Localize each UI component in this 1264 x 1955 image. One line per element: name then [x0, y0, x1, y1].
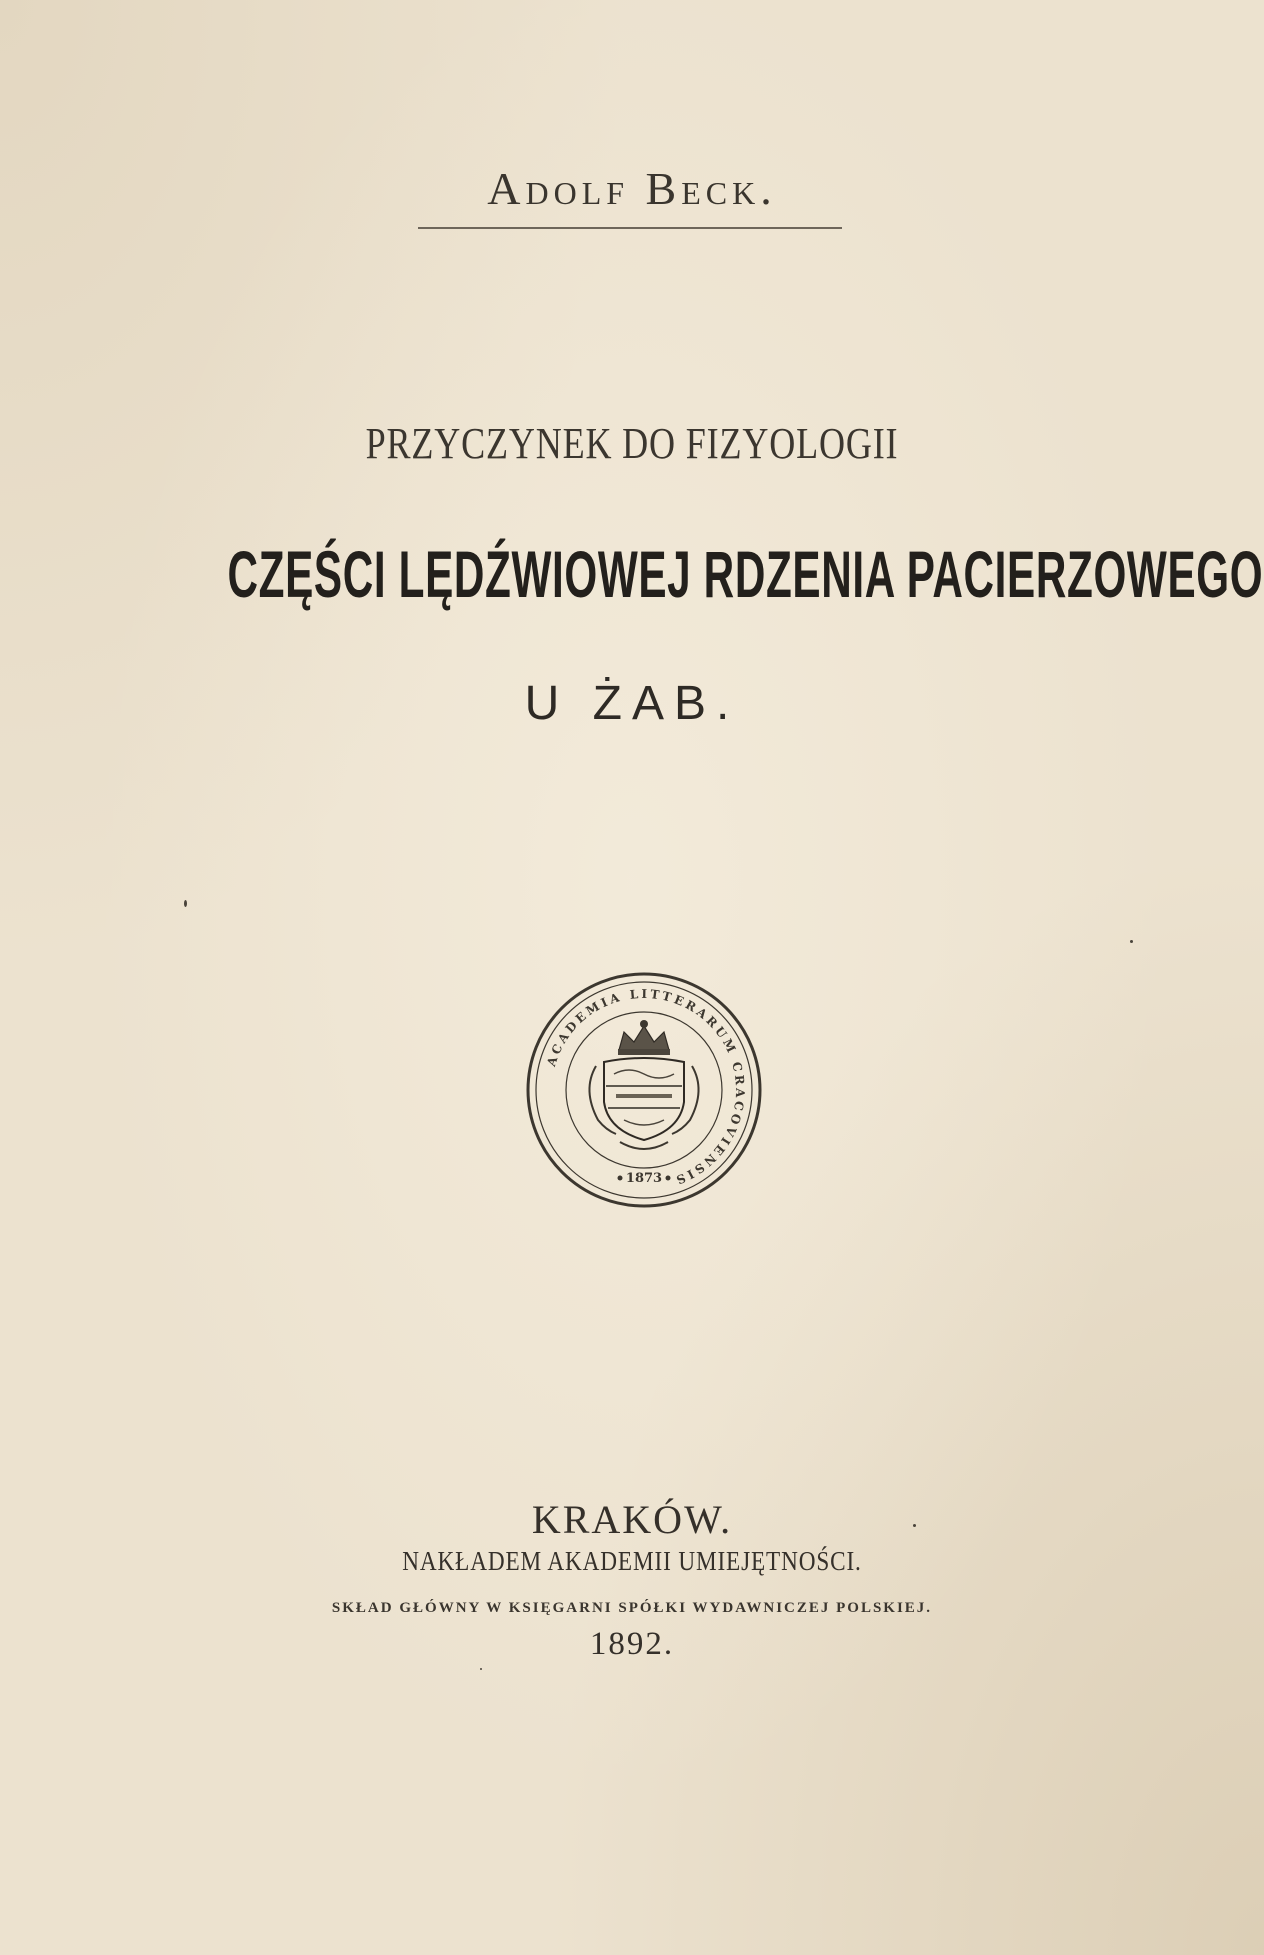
author-name: Adolf Beck. [487, 163, 777, 214]
paper-speck [1130, 940, 1133, 943]
seal-inscription: ACADEMIA LITTERARUM CRACOVIENSIS [544, 986, 748, 1188]
paper-speck [480, 1668, 482, 1670]
imprint-publisher: NAKŁADEM AKADEMII UMIEJĘTNOŚCI. [402, 1546, 862, 1576]
paper-speck [184, 900, 187, 907]
imprint-distributor: SKŁAD GŁÓWNY W KSIĘGARNI SPÓŁKI WYDAWNICZEJ POLSKIEJ. [331, 1600, 933, 1616]
imprint-year: 1892. [589, 1626, 675, 1662]
imprint-city: KRAKÓW. [531, 1497, 733, 1542]
title-line-3: U ŻAB. [524, 677, 740, 730]
author-rule [418, 227, 842, 229]
paper-speck [913, 1524, 916, 1527]
academy-seal-icon [524, 970, 764, 1210]
title-line-1: PRZYCZYNEK DO FIZYOLOGII [365, 419, 899, 468]
title-line-2: CZĘŚCI LĘDŹWIOWEJ RDZENIA PACIERZOWEGO [227, 537, 1264, 611]
academy-seal [524, 970, 764, 1210]
seal-year: 1873 [625, 1171, 663, 1186]
svg-text:ACADEMIA LITTERARUM CRACOVIENS [544, 987, 747, 1188]
